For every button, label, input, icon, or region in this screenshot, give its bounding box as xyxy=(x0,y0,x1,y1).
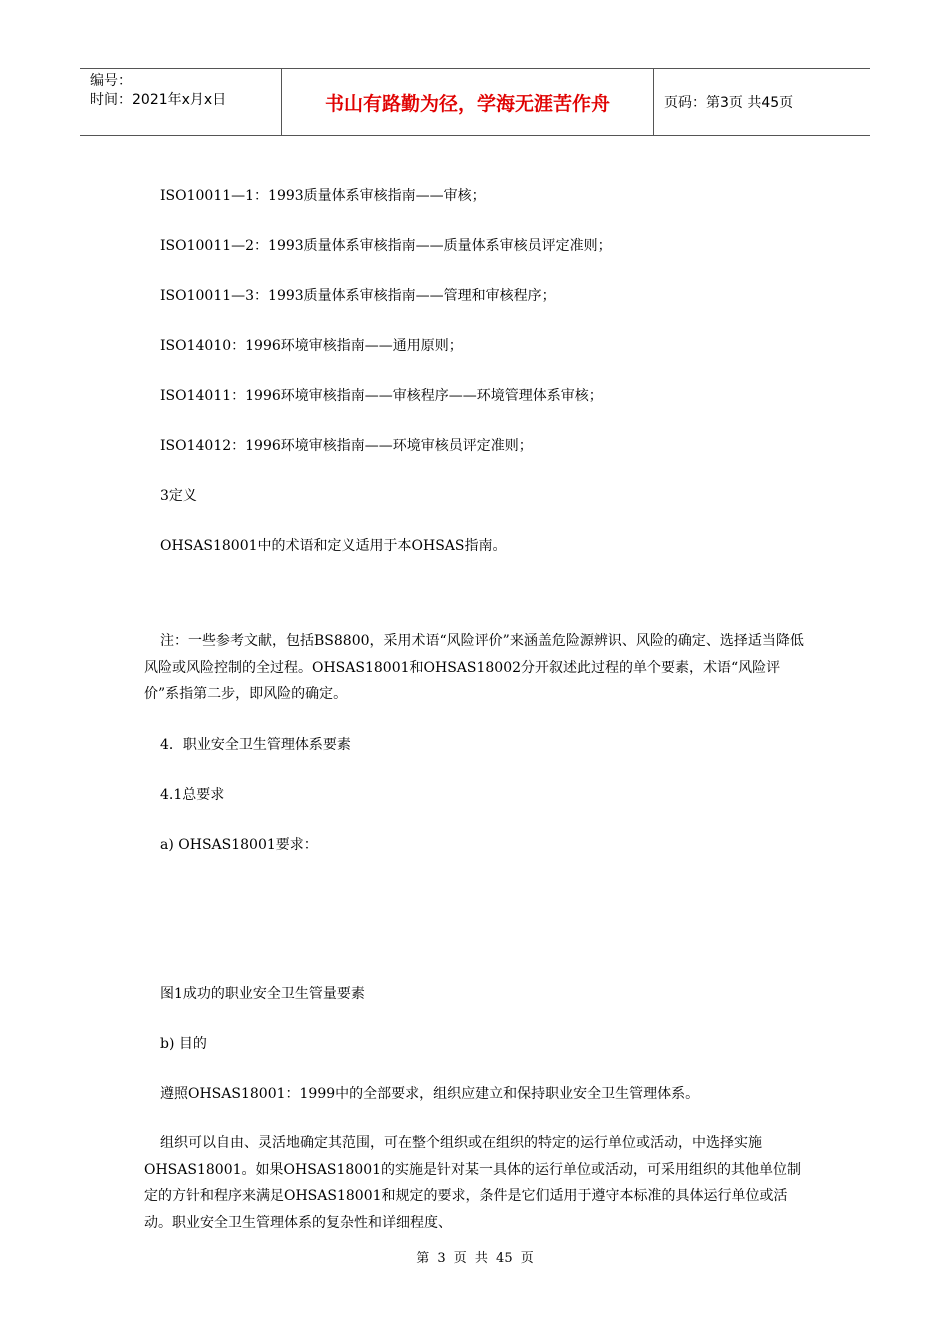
note-paragraph: 注：一些参考文献，包括BS8800，采用术语“风险评价”来涵盖危险源辨识、风险的确定、选择适当降低风险或风险控制的全过程。OHSAS18001和OHSAS18002分开叙述此过程的单个要素，术语“风险评价”系指第二步，即风险的确定。 xyxy=(144,633,804,702)
purpose-text: 遵照OHSAS18001：1999中的全部要求，组织应建立和保持职业安全卫生管理体系。 xyxy=(160,1086,700,1102)
page-header xyxy=(80,68,870,136)
section-3-text: OHSAS18001中的术语和定义适用于本OHSAS指南。 xyxy=(160,538,507,554)
header-meta xyxy=(80,69,282,135)
header-page-info: 页码：第3页 共45页 xyxy=(664,95,794,111)
item-b: b) 目的 xyxy=(160,1036,207,1052)
section-3-heading: 3定义 xyxy=(160,488,197,504)
header-motto: 书山有路勤为径，学海无涯苦作舟 xyxy=(282,69,654,135)
item-a: a) OHSAS18001要求： xyxy=(160,837,318,853)
reference-item: ISO14011：1996环境审核指南——审核程序——环境管理体系审核； xyxy=(160,388,603,404)
section-4-heading: 4．职业安全卫生管理体系要素 xyxy=(160,737,351,753)
reference-item: ISO14012：1996环境审核指南——环境审核员评定准则； xyxy=(160,438,533,454)
page-footer: 第 3 页 共 45 页 xyxy=(416,1251,534,1266)
reference-item: ISO10011—3：1993质量体系审核指南——管理和审核程序； xyxy=(160,288,556,304)
section-4-1-heading: 4.1总要求 xyxy=(160,787,225,803)
header-number-label: 编号： xyxy=(90,73,132,89)
header-time-label: 时间：2021年x月x日 xyxy=(90,92,227,108)
reference-item: ISO10011—2：1993质量体系审核指南——质量体系审核员评定准则； xyxy=(160,238,612,254)
scope-paragraph: 组织可以自由、灵活地确定其范围，可在整个组织或在组织的特定的运行单位或活动，中选择实施OHSAS18001。如果OHSAS18001的实施是针对某一具体的运行单位或活动，可采用组织的其他单位制定的方针和程序来满足OHSAS18001和规定的要求，条件是它们适用于遵守本标准的具体运行单位或活动。职业安全卫生管理体系的复杂性和详细程度、 xyxy=(144,1135,802,1231)
figure-caption: 图1成功的职业安全卫生管量要素 xyxy=(160,986,365,1002)
reference-item: ISO10011—1：1993质量体系审核指南——审核； xyxy=(160,188,486,204)
reference-item: ISO14010：1996环境审核指南——通用原则； xyxy=(160,338,463,354)
